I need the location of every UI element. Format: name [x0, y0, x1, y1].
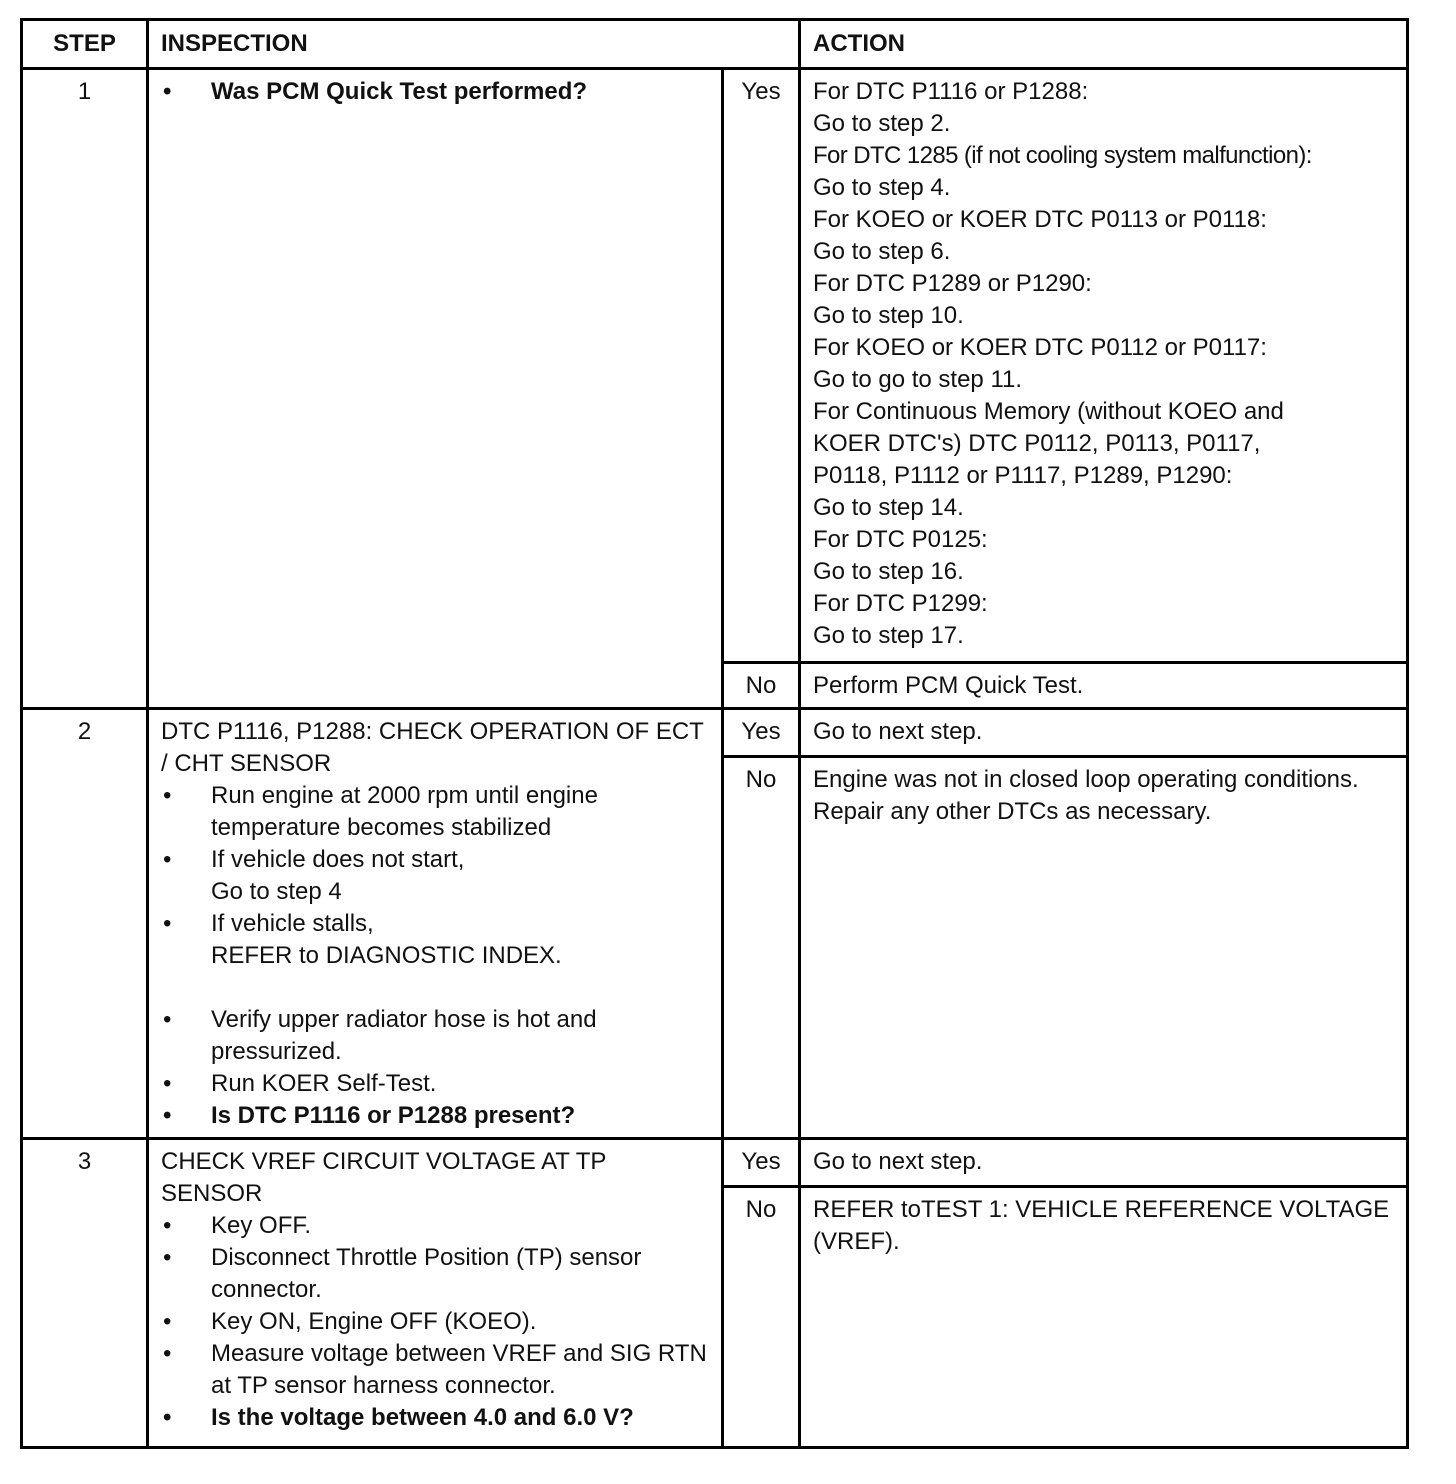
- inspection-title: CHECK VREF CIRCUIT VOLTAGE AT TP SENSOR: [161, 1148, 606, 1207]
- action-line: Go to step 6.: [813, 238, 951, 265]
- diagnostic-table: [20, 18, 1409, 1449]
- action-line: Go to step 10.: [813, 302, 964, 329]
- bullet-icon: •: [163, 1244, 172, 1271]
- no-action: Perform PCM Quick Test.: [800, 663, 1408, 709]
- action-line: For KOEO or KOER DTC P0113 or P0118:: [813, 206, 1267, 233]
- bullet-icon: •: [163, 1212, 172, 1239]
- bullet-icon: •: [163, 910, 172, 937]
- no-label: No: [723, 1187, 800, 1448]
- action-line: For KOEO or KOER DTC P0112 or P0117:: [813, 334, 1267, 361]
- bullet-continuation: Go to step 4: [211, 878, 342, 905]
- bullet-text: Is the voltage between 4.0 and 6.0 V?: [211, 1404, 634, 1431]
- action-line: Go to step 17.: [813, 622, 964, 649]
- bullet-text: If vehicle stalls,: [211, 910, 374, 937]
- inspection-cell: [148, 1139, 723, 1448]
- bullet-icon: •: [163, 1308, 172, 1335]
- inspection-title: DTC P1116, P1288: CHECK OPERATION OF ECT / CHT SENSOR: [161, 718, 704, 777]
- bullet-text: Was PCM Quick Test performed?: [211, 78, 588, 105]
- step-number: 2: [22, 709, 148, 1139]
- bullet-item: [161, 1100, 713, 1132]
- header-row: [22, 20, 1408, 69]
- bullet-text: Is DTC P1116 or P1288 present?: [211, 1102, 576, 1129]
- action-line: For DTC P1299:: [813, 590, 988, 617]
- yes-action: Go to next step.: [800, 709, 1408, 757]
- bullet-item: [161, 1242, 713, 1306]
- yes-action: Go to next step.: [800, 1139, 1408, 1187]
- bullet-item: [161, 780, 713, 844]
- yes-label: Yes: [723, 1139, 800, 1187]
- bullet-icon: •: [163, 1006, 172, 1033]
- yes-action: [800, 69, 1408, 663]
- inspection-cell: [148, 69, 723, 709]
- action-line: For Continuous Memory (without KOEO and: [813, 398, 1284, 425]
- inspection-cell: [148, 709, 723, 1139]
- step-number: 3: [22, 1139, 148, 1448]
- action-line: Go to go to step 11.: [813, 366, 1023, 393]
- bullet-text: Measure voltage between VREF and SIG RTN at TP sensor harness connector.: [211, 1340, 707, 1399]
- bullet-item: [161, 76, 713, 108]
- no-action: REFER toTEST 1: VEHICLE REFERENCE VOLTAGE (VREF).: [800, 1187, 1408, 1448]
- no-label: No: [723, 663, 800, 709]
- action-line: For DTC P0125:: [813, 526, 988, 553]
- bullet-item: [161, 1068, 713, 1100]
- bullet-icon: •: [163, 782, 172, 809]
- inspection-header: INSPECTION: [148, 20, 800, 69]
- action-line: For DTC P1116 or P1288:: [813, 78, 1089, 105]
- table-row: [22, 1139, 1408, 1187]
- no-action: Engine was not in closed loop operating conditions. Repair any other DTCs as necessary.: [800, 757, 1408, 1139]
- bullet-icon: •: [163, 1070, 172, 1097]
- spacer: [161, 972, 713, 1004]
- action-line: Go to step 14.: [813, 494, 964, 521]
- action-line: Go to step 4.: [813, 174, 951, 201]
- bullet-icon: •: [163, 78, 172, 105]
- diagnostic-table-page: [20, 18, 1406, 1443]
- action-line: KOER DTC's) DTC P0112, P0113, P0117,: [813, 430, 1261, 457]
- table-row: [22, 69, 1408, 663]
- bullet-item: [161, 1210, 713, 1242]
- bullet-icon: •: [163, 846, 172, 873]
- bullet-icon: •: [163, 1404, 172, 1431]
- bullet-item: [161, 1306, 713, 1338]
- bullet-text: Run engine at 2000 rpm until engine temperature becomes stabilized: [211, 782, 598, 841]
- action-line: Go to step 2.: [813, 110, 951, 137]
- action-line: P0118, P1112 or P1117, P1289, P1290:: [813, 462, 1233, 489]
- bullet-icon: •: [163, 1102, 172, 1129]
- action-line: For DTC P1289 or P1290:: [813, 270, 1092, 297]
- bullet-item: [161, 1402, 713, 1434]
- step-header: STEP: [22, 20, 148, 69]
- bullet-item: [161, 1004, 713, 1068]
- bullet-item: [161, 1338, 713, 1402]
- bullet-text: Key OFF.: [211, 1212, 312, 1239]
- bullet-text: If vehicle does not start,: [211, 846, 465, 873]
- bullet-text: Verify upper radiator hose is hot and pressurized.: [211, 1006, 597, 1065]
- step-number: 1: [22, 69, 148, 709]
- bullet-continuation: REFER to DIAGNOSTIC INDEX.: [211, 942, 562, 969]
- bullet-text-group: [211, 908, 713, 972]
- yes-label: Yes: [723, 69, 800, 663]
- no-label: No: [723, 757, 800, 1139]
- bullet-text-group: [211, 844, 713, 908]
- bullet-icon: •: [163, 1340, 172, 1367]
- bullet-text: Disconnect Throttle Position (TP) sensor connector.: [211, 1244, 642, 1303]
- action-line: Go to step 16.: [813, 558, 964, 585]
- bullet-item: [161, 844, 713, 908]
- yes-label: Yes: [723, 709, 800, 757]
- bullet-item: [161, 908, 713, 972]
- action-line: For DTC 1285 (if not cooling system malfunction):: [813, 142, 1312, 169]
- table-row: [22, 709, 1408, 757]
- action-header: ACTION: [800, 20, 1408, 69]
- bullet-text: Run KOER Self-Test.: [211, 1070, 437, 1097]
- bullet-text: Key ON, Engine OFF (KOEO).: [211, 1308, 537, 1335]
